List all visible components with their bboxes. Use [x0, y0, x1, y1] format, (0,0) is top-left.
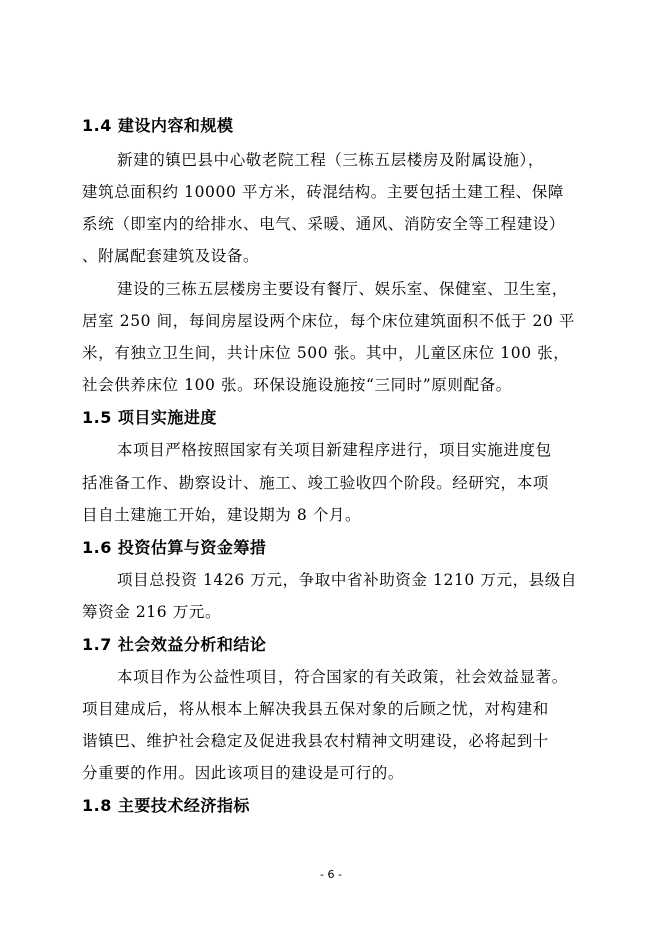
paragraph-line: 米，有独立卫生间，共计床位 500 张。其中，儿童区床位 100 张， [82, 344, 570, 362]
paragraph-line: 本项目严格按照国家有关项目新建程序进行，项目实施进度包 [117, 441, 552, 459]
paragraph-line: 建设的三栋五层楼房主要设有餐厅、娱乐室、保健室、卫生室， [117, 280, 568, 298]
section-heading-1-6: 1.6 投资估算与资金筹措 [82, 538, 267, 557]
paragraph-line: 新建的镇巴县中心敬老院工程（三栋五层楼房及附属设施）， [117, 151, 544, 169]
paragraph-line: 项目总投资 1426 万元，争取中省补助资金 1210 万元，县级自 [117, 571, 578, 589]
paragraph-line: 建筑总面积约 10000 平方米，砖混结构。主要包括土建工程、保障 [82, 183, 564, 201]
paragraph-line: 谐镇巴、维护社会稳定及促进我县农村精神文明建设，必将起到十 [82, 732, 549, 750]
paragraph-line: 系统（即室内的给排水、电气、采暖、通风、消防安全等工程建设） [82, 215, 566, 233]
paragraph-line: 本项目作为公益性项目，符合国家的有关政策，社会效益显著。 [117, 668, 568, 686]
section-heading-1-8: 1.8 主要技术经济指标 [82, 796, 250, 815]
paragraph-line: 目自土建施工开始，建设期为 8 个月。 [82, 506, 362, 524]
paragraph-line: 筹资金 216 万元。 [82, 603, 222, 621]
section-heading-1-4: 1.4 建设内容和规模 [82, 116, 234, 135]
paragraph-line: 、附属配套建筑及设备。 [82, 247, 260, 265]
paragraph-line: 分重要的作用。因此该项目的建设是可行的。 [82, 764, 405, 782]
paragraph-line: 居室 250 间，每间房屋设两个床位，每个床位建筑面积不低于 20 平 [82, 312, 576, 330]
section-heading-1-7: 1.7 社会效益分析和结论 [82, 635, 267, 654]
page-number: - 6 - [320, 868, 342, 881]
section-heading-1-5: 1.5 项目实施进度 [82, 408, 217, 427]
paragraph-line: 项目建成后，将从根本上解决我县五保对象的后顾之忧，对构建和 [82, 700, 549, 718]
paragraph-line: 社会供养床位 100 张。环保设施设施按“三同时”原则配备。 [82, 376, 512, 394]
paragraph-line: 括准备工作、勘察设计、施工、竣工验收四个阶段。经研究，本项 [82, 474, 549, 492]
